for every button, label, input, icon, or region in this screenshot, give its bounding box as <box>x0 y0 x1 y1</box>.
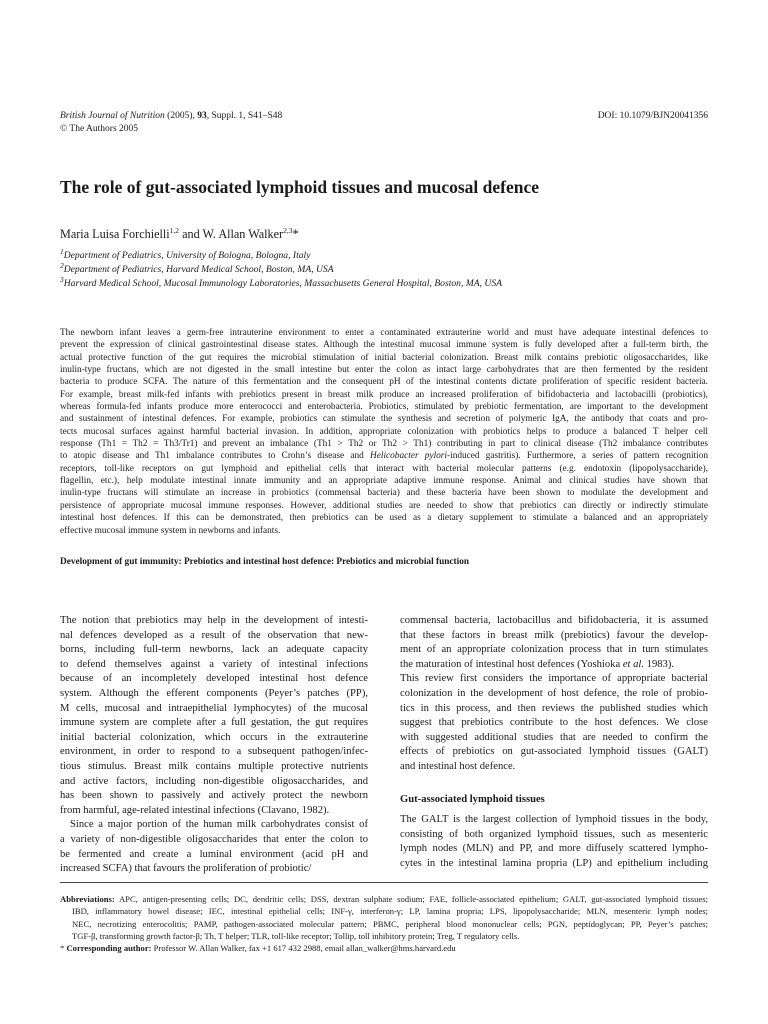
author-2: and W. Allan Walker <box>179 227 284 241</box>
affiliation-2 <box>60 260 502 277</box>
body-line: This review first considers the importance of appropriate bacterial <box>400 673 708 685</box>
body-line: the maturation of intestinal host defences (Yoshioka et al. 1983). <box>400 658 675 670</box>
body-line: effects of prebiotics on gut-associated lymphoid tissues (GALT) <box>400 746 708 758</box>
journal-name: British Journal of Nutrition <box>60 111 165 121</box>
footnote-rule <box>60 882 708 883</box>
abstract-line: whereas formula-fed infants produce more enterococci and enterobacteria. Probiotics, stimulated by prebiotic fermentation, are important to the development <box>60 402 708 413</box>
author-1-affiliation: 1,2 <box>169 225 180 235</box>
body-line: lymph nodes (MLN) and PP, and more diffusely scattered lympho- <box>400 843 708 855</box>
footnotes <box>60 893 708 954</box>
copyright-line: © The Authors 2005 <box>60 123 139 134</box>
abbreviation-line: IBD, inflammatory bowel disease; IEC, intestinal epithelial cells; INF-γ, interferon-γ; LP, lamina propria; LPS, lipopolysaccharide; MLN, mesenteric lymph nodes; <box>72 906 708 917</box>
affiliation-number: 1 <box>60 246 64 256</box>
abbreviation-text: APC, antigen-presenting cells; DC, dendritic cells; DSS, dextran sulphate sodium; FAE, follicle-associated epithelium; GALT, gut-associated lymphoid tissues; <box>114 894 708 904</box>
abstract-line: prevent the expression of clinical gastrointestinal disease states. Although the intestinal mucosal immune system is fully developed after a full-term birth, the <box>60 340 708 351</box>
author-1: Maria Luisa Forchielli <box>60 227 170 241</box>
citation-volume: 93 <box>197 111 207 121</box>
body-line: has been shown to passively and actively protect the newborn <box>60 790 368 802</box>
abstract-line: effective mucosal immune system in newborns and infants. <box>60 525 281 536</box>
body-right-column <box>400 614 708 872</box>
body-line: consisting of both organized lymphoid tissues, such as mesenteric <box>400 828 708 840</box>
abstract-line: actual protective function of the gut requires the microbial stimulation of initial bacterial colonization. Breast milk contains prebiotic oligosaccharides, like <box>60 352 708 363</box>
affiliation-text: Department of Pediatrics, Harvard Medical School, Boston, MA, USA <box>63 264 334 275</box>
abbreviation-line: TGF-β, transforming growth factor-β; Th, T helper; TLR, toll-like receptor; Tollip, toll inhibitory protein; Treg, T regulatory cells. <box>72 930 520 941</box>
body-line: with suggested additional studies that are needed to confirm the <box>400 731 708 743</box>
affiliation-1 <box>60 246 502 263</box>
corresponding-text: Professor W. Allan Walker, fax +1 617 432 2988, email allan_walker@hms.harvard.edu <box>151 943 456 954</box>
keywords: Development of gut immunity: Prebiotics and intestinal host defence: Prebiotics and microbial function <box>60 557 470 567</box>
galt-paragraph <box>400 813 708 871</box>
abbreviations-label: Abbreviations: <box>60 894 115 904</box>
abstract <box>60 327 708 537</box>
abstract-line: persistence of appropriate mucosal immune responses. However, additional studies are needed to show that prebiotics can directly or indirectly stimulate <box>60 500 708 511</box>
body-line: immune system are complete after a full gestation, the gut requires <box>60 717 368 729</box>
corresponding-label: Corresponding author: <box>64 943 152 954</box>
abstract-line: flagellin, etc.), help modulate intestinal innate immunity and an appropriate adaptive immune response. Animal and clinical studies have shown that <box>60 476 708 487</box>
body-line: tious stimulus. Breast milk contains multiple protective nutrients <box>60 760 368 772</box>
body-line: ment of an appropriate colonization process that in turn stimulates <box>400 644 708 656</box>
corresponding-mark: * <box>60 943 65 954</box>
abbreviation-line: NEC, necrotizing enterocolitis; PAMP, pathogen-associated molecular pattern; PBMC, peripheral blood mononuclear cells; PGN, peptidoglycan; PP, Peyer’s patches; <box>72 918 708 929</box>
body-line: cytes in the intestinal lamina propria (LP) and epithelium including <box>400 857 708 869</box>
body-line: Since a major portion of the human milk carbohydrates consist of <box>70 819 368 831</box>
body-line: and active factors, including non-digestible oligosaccharides, and <box>60 775 368 787</box>
abstract-line: bacteria to produce SCFA. The nature of this fermentation and the consequent pH of the intestinal contents dictate proliferation of specific resident bacteria. <box>60 377 708 388</box>
article-title: The role of gut-associated lymphoid tissues and mucosal defence <box>60 177 539 197</box>
body-line: suggest that prebiotics contribute to the host defences. We close <box>400 717 708 729</box>
body-line: that these factors in breast milk (prebiotics) favour the develop- <box>400 629 708 641</box>
affiliation-number: 3 <box>60 274 64 284</box>
body-line: system. Although the efferent components (Peyer’s patches (PP), <box>60 687 368 699</box>
author-2-affiliation: 2,3 <box>283 225 293 235</box>
body-line: M cells, mucosal and intraepithelial lymphocytes) of the mucosal <box>60 702 368 714</box>
citation-line <box>60 110 282 123</box>
body-left-column <box>60 614 368 877</box>
body-line: nal defences developed as a result of the observation that new- <box>60 629 368 641</box>
abstract-line: For example, breast milk-fed infants with prebiotics present in breast milk produce an increased proliferation of bifidobacteria and lactobacilli (probiotics), <box>60 389 708 400</box>
body-line: be fermented and create a luminal environment (acid pH and <box>60 848 368 860</box>
journal-citation <box>60 110 282 135</box>
abstract-line: tects mucosal surfaces against harmful bacterial invasion. In addition, appropriate colonization with probiotics helps to produce a balanced T helper cell <box>60 426 708 437</box>
affiliations <box>60 246 502 291</box>
body-line: tics in this process, and then reviews the published studies which <box>400 702 708 714</box>
body-line: from harmful, age-related intestinal infections (Clavano, 1982). <box>60 804 330 816</box>
body-line: The GALT is the largest collection of lymphoid tissues in the body, <box>400 814 708 826</box>
abstract-line: receptors, toll-like receptors on gut lymphoid and epithelial cells that interact with bacterial molecular patterns (e.g. endotoxin (lipopolysaccharide), <box>60 463 708 474</box>
body-line: borns, including full-term newborns, lack an adequate capacity <box>60 644 368 656</box>
abstract-line: intestinal host defences. If this can be demonstrated, then prebiotics can be used as a dietary supplement to stimulate a balanced and an appropriately <box>60 513 708 524</box>
corresponding-author <box>60 942 708 954</box>
abbreviation-line <box>60 893 708 905</box>
body-line: initial bacterial colonization, which occurs in the extrauterine <box>60 731 368 743</box>
affiliation-3 <box>60 274 502 291</box>
citation-pages: , Suppl. 1, S41–S48 <box>206 111 283 121</box>
doi: DOI: 10.1079/BJN20041356 <box>597 111 708 121</box>
body-line: colonization in the development of host defence, the role of probio- <box>400 687 708 699</box>
body-line: increased SCFA) that favours the proliferation of probiotic/ <box>60 863 312 875</box>
abstract-line: inulin-type fructans, which are not digested in the small intestine but enter the colon as intact large carbohydrates that are then fermented by the resident <box>60 365 708 376</box>
body-line: environment, in order to respond to a subsequent pathogen/infec- <box>60 746 368 758</box>
section-heading: Gut-associated lymphoid tissues <box>400 793 545 805</box>
affiliation-text: Harvard Medical School, Mucosal Immunology Laboratories, Massachusetts General Hospital, Boston, MA, USA <box>63 278 502 289</box>
abstract-line: to atopic disease and Th1 imbalance contributes to Crohn’s disease and Helicobacter pylori-induced gastritis). Furthermore, a series of pattern recognition <box>60 451 709 462</box>
body-line: and intestinal host defence. <box>400 760 516 772</box>
intro-continuation <box>400 614 708 775</box>
abstract-line: and sustainment of intestinal defences. For example, probiotics can stimulate the synthesis and secretion of polymeric IgA, the antibody that coats and pro- <box>60 414 708 425</box>
abstract-line: response (Th1 = Th2 = Th3/Tr1) and prevent an imbalance (Th1 > Th2 or Th2 > Th1) contributing in part to clinical disease (Th2 imbalance contributes <box>60 439 708 450</box>
body-line: because of an incompletely developed intestinal host defence <box>60 673 368 685</box>
corresponding-mark: * <box>292 227 299 241</box>
body-line: The notion that prebiotics may help in the development of intesti- <box>60 615 368 626</box>
abstract-line: The newborn infant leaves a germ-free intrauterine environment to enter a contaminated extrauterine world and must have adequate intestinal defences to <box>60 328 708 338</box>
abbreviations <box>60 893 708 942</box>
citation-year: (2005), <box>164 111 198 121</box>
body-line: commensal bacteria, lactobacillus and bifidobacteria, it is assumed <box>400 615 708 626</box>
affiliation-text: Department of Pediatrics, University of Bologna, Bologna, Italy <box>63 250 311 261</box>
body-line: a variety of non-digestible oligosaccharides that enter the colon to <box>60 833 368 845</box>
body-line: to defend themselves against a variety of intestinal infections <box>60 658 368 670</box>
affiliation-number: 2 <box>60 260 64 270</box>
abstract-line: inulin-type fructans will stimulate an increase in probiotics (commensal bacteria) and these bacteria have been shown to modulate the development and <box>60 488 708 499</box>
author-line <box>60 227 299 242</box>
